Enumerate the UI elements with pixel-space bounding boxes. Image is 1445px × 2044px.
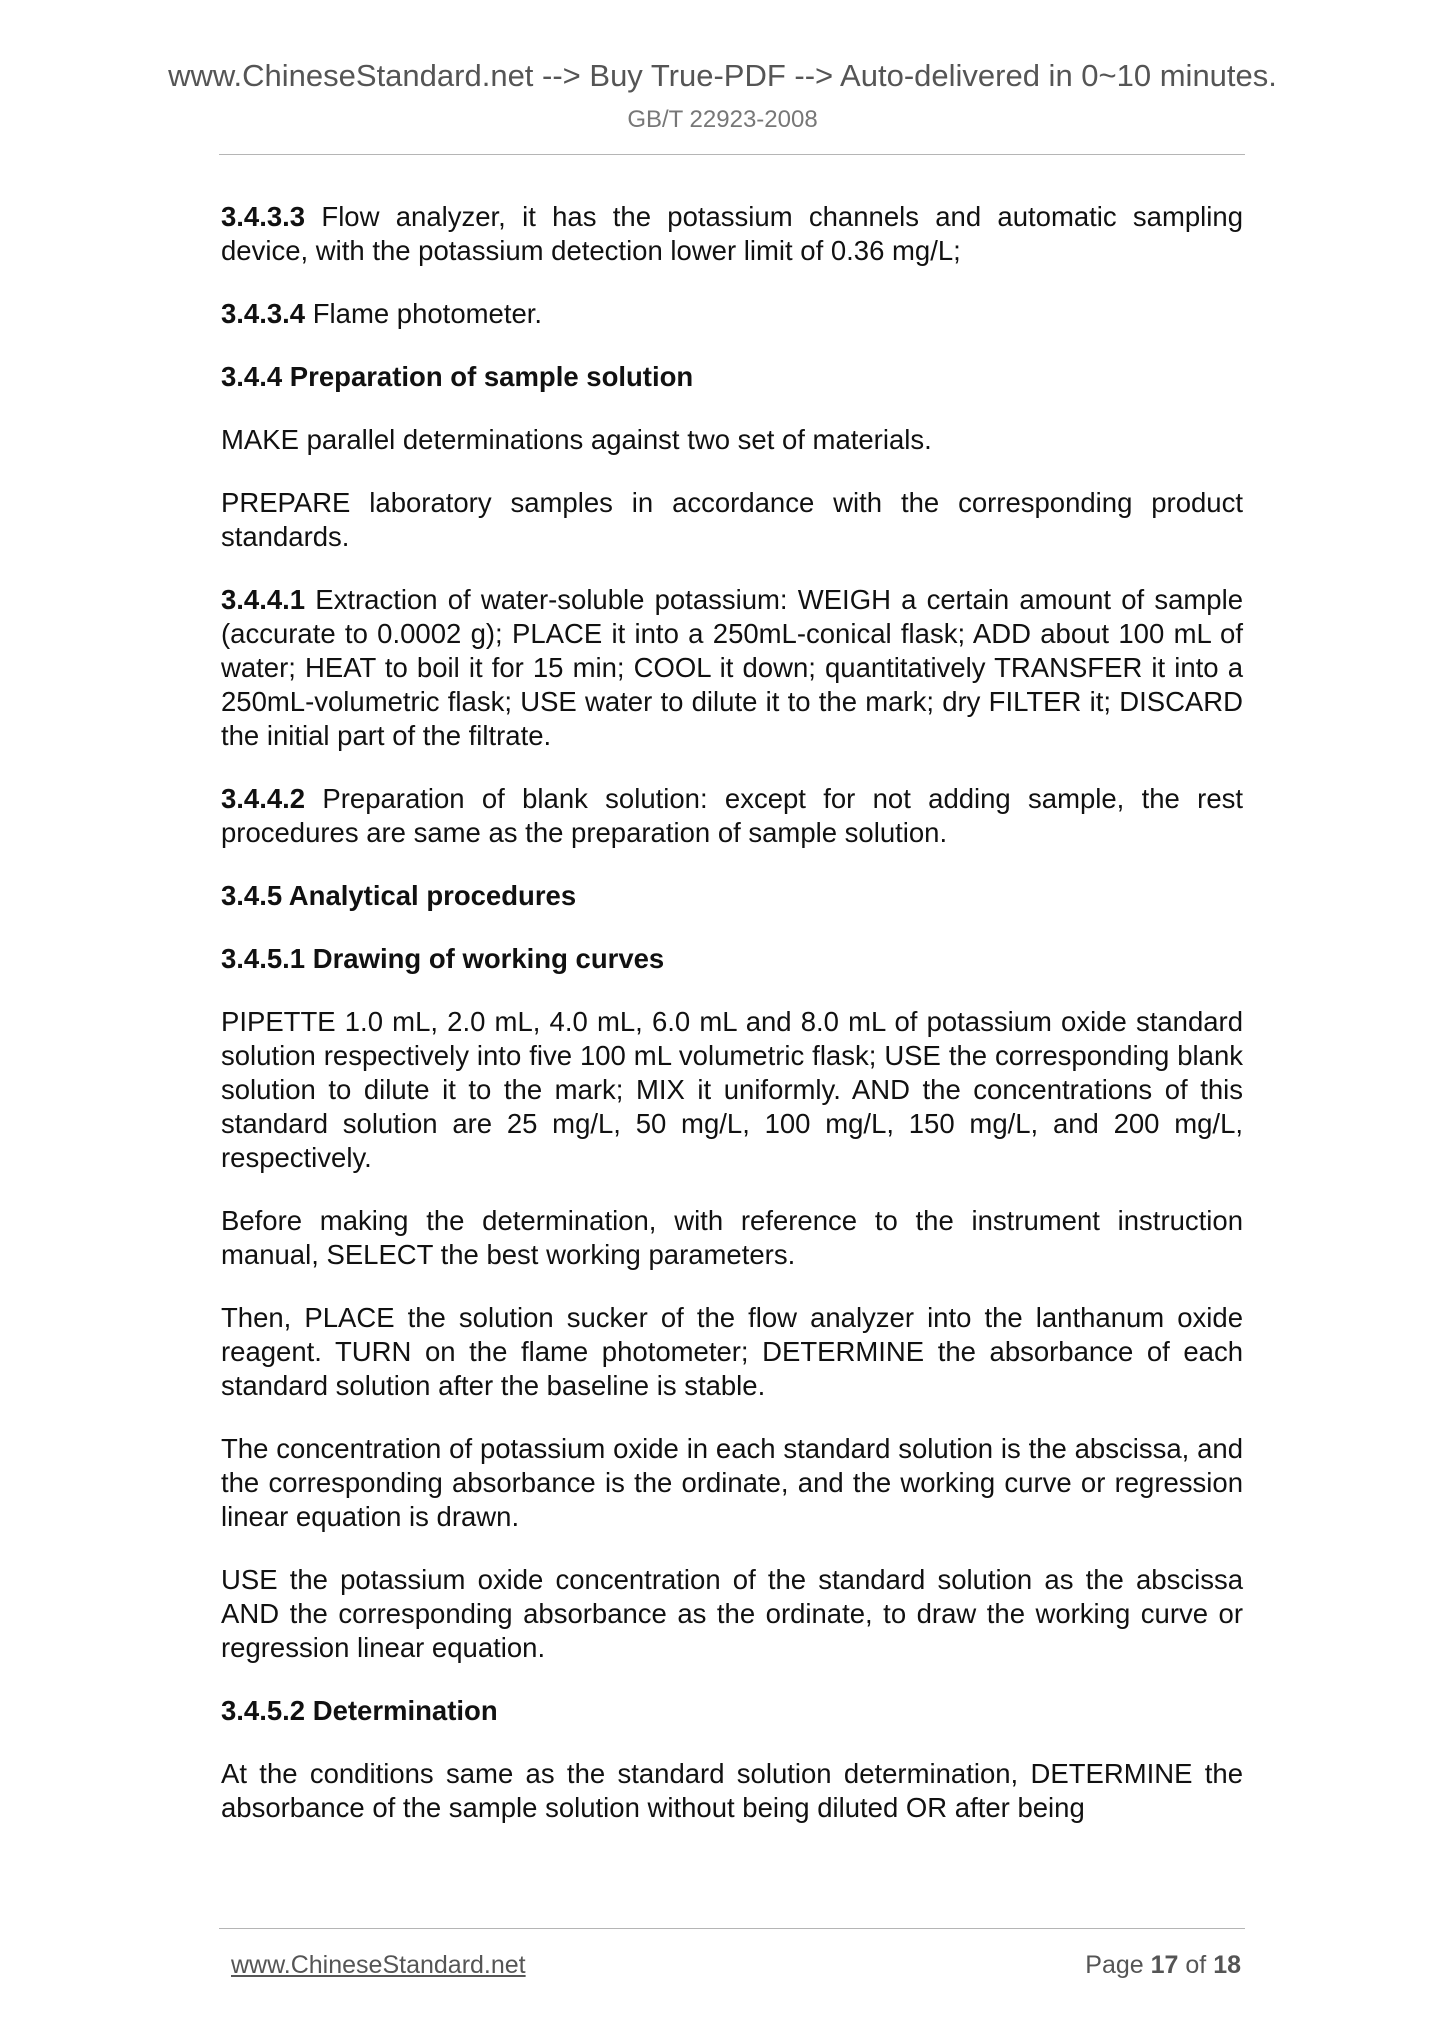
paragraph: Before making the determination, with reference to the instrument instruction manual, SELECT the best working parameters. xyxy=(221,1205,1243,1270)
clause-number: 3.4.4.2 xyxy=(221,783,306,814)
clause-number: 3.4.4.1 xyxy=(221,584,306,615)
clause-text: Flame photometer. xyxy=(305,298,543,329)
paragraph: Then, PLACE the solution sucker of the flow analyzer into the lanthanum oxide reagent. TURN on the flame photometer; DETERMINE the absorbance of each standard solution after the baseline is stable. xyxy=(221,1302,1243,1401)
page-number xyxy=(1085,1951,1241,1980)
footer-site-link[interactable]: www.ChineseStandard.net xyxy=(231,1951,526,1979)
section-heading-3-4-5: 3.4.5 Analytical procedures xyxy=(221,880,577,911)
clause-text: Extraction of water-soluble potassium: WEIGH a certain amount of sample (accurate to 0.0002 g); PLACE it into a 250mL-conical flask; ADD about 100 mL of water; HEAT to boil it for 15 min; COOL it down; quantitatively TRANSFER it into a 250mL-volumetric flask; USE water to dilute it to the mark; dry FILTER it; DISCARD the initial part of the filtrate. xyxy=(221,584,1243,751)
clause-text: Flow analyzer, it has the potassium channels and automatic sampling device, with the potassium detection lower limit of 0.36 mg/L; xyxy=(221,201,1243,266)
paragraph: The concentration of potassium oxide in each standard solution is the abscissa, and the corresponding absorbance is the ordinate, and the working curve or regression linear equation is drawn. xyxy=(221,1433,1243,1532)
paragraph: MAKE parallel determinations against two set of materials. xyxy=(221,424,932,455)
clause-number: 3.4.3.4 xyxy=(221,298,306,329)
paragraph: At the conditions same as the standard solution determination, DETERMINE the absorbance of the sample solution without being diluted OR after being xyxy=(221,1758,1243,1823)
paragraph: PIPETTE 1.0 mL, 2.0 mL, 4.0 mL, 6.0 mL and 8.0 mL of potassium oxide standard solution respectively into five 100 mL volumetric flask; USE the corresponding blank solution to dilute it to the mark; MIX it uniformly. AND the concentrations of this standard solution are 25 mg/L, 50 mg/L, 100 mg/L, 150 mg/L, and 200 mg/L, respectively. xyxy=(221,1006,1243,1173)
document-body xyxy=(221,200,1243,1854)
section-heading-3-4-5-1: 3.4.5.1 Drawing of working curves xyxy=(221,943,665,974)
total-pages: 18 xyxy=(1213,1951,1241,1979)
clause-text: Preparation of blank solution: except for not adding sample, the rest procedures are same as the preparation of sample solution. xyxy=(221,783,1243,848)
header-banner: www.ChineseStandard.net --> Buy True-PDF --> Auto-delivered in 0~10 minutes. xyxy=(168,58,1277,93)
footer-divider xyxy=(219,1928,1245,1929)
current-page: 17 xyxy=(1150,1951,1179,1979)
paragraph: USE the potassium oxide concentration of the standard solution as the abscissa AND the corresponding absorbance as the ordinate, to draw the working curve or regression linear equation. xyxy=(221,1564,1243,1663)
clause-3-4-3-3 xyxy=(221,200,1243,268)
section-heading-3-4-5-2: 3.4.5.2 Determination xyxy=(221,1695,498,1726)
clause-number: 3.4.3.3 xyxy=(221,201,306,232)
page-of-label: of xyxy=(1178,1951,1214,1979)
clause-3-4-4-2 xyxy=(221,782,1243,850)
section-heading-3-4-4: 3.4.4 Preparation of sample solution xyxy=(221,361,694,392)
header-divider xyxy=(219,154,1245,155)
clause-3-4-4-1 xyxy=(221,583,1243,753)
document-id: GB/T 22923-2008 xyxy=(627,106,818,133)
page-label: Page xyxy=(1085,1951,1151,1979)
clause-3-4-3-4 xyxy=(221,297,1243,331)
paragraph: PREPARE laboratory samples in accordance with the corresponding product standards. xyxy=(221,487,1243,552)
